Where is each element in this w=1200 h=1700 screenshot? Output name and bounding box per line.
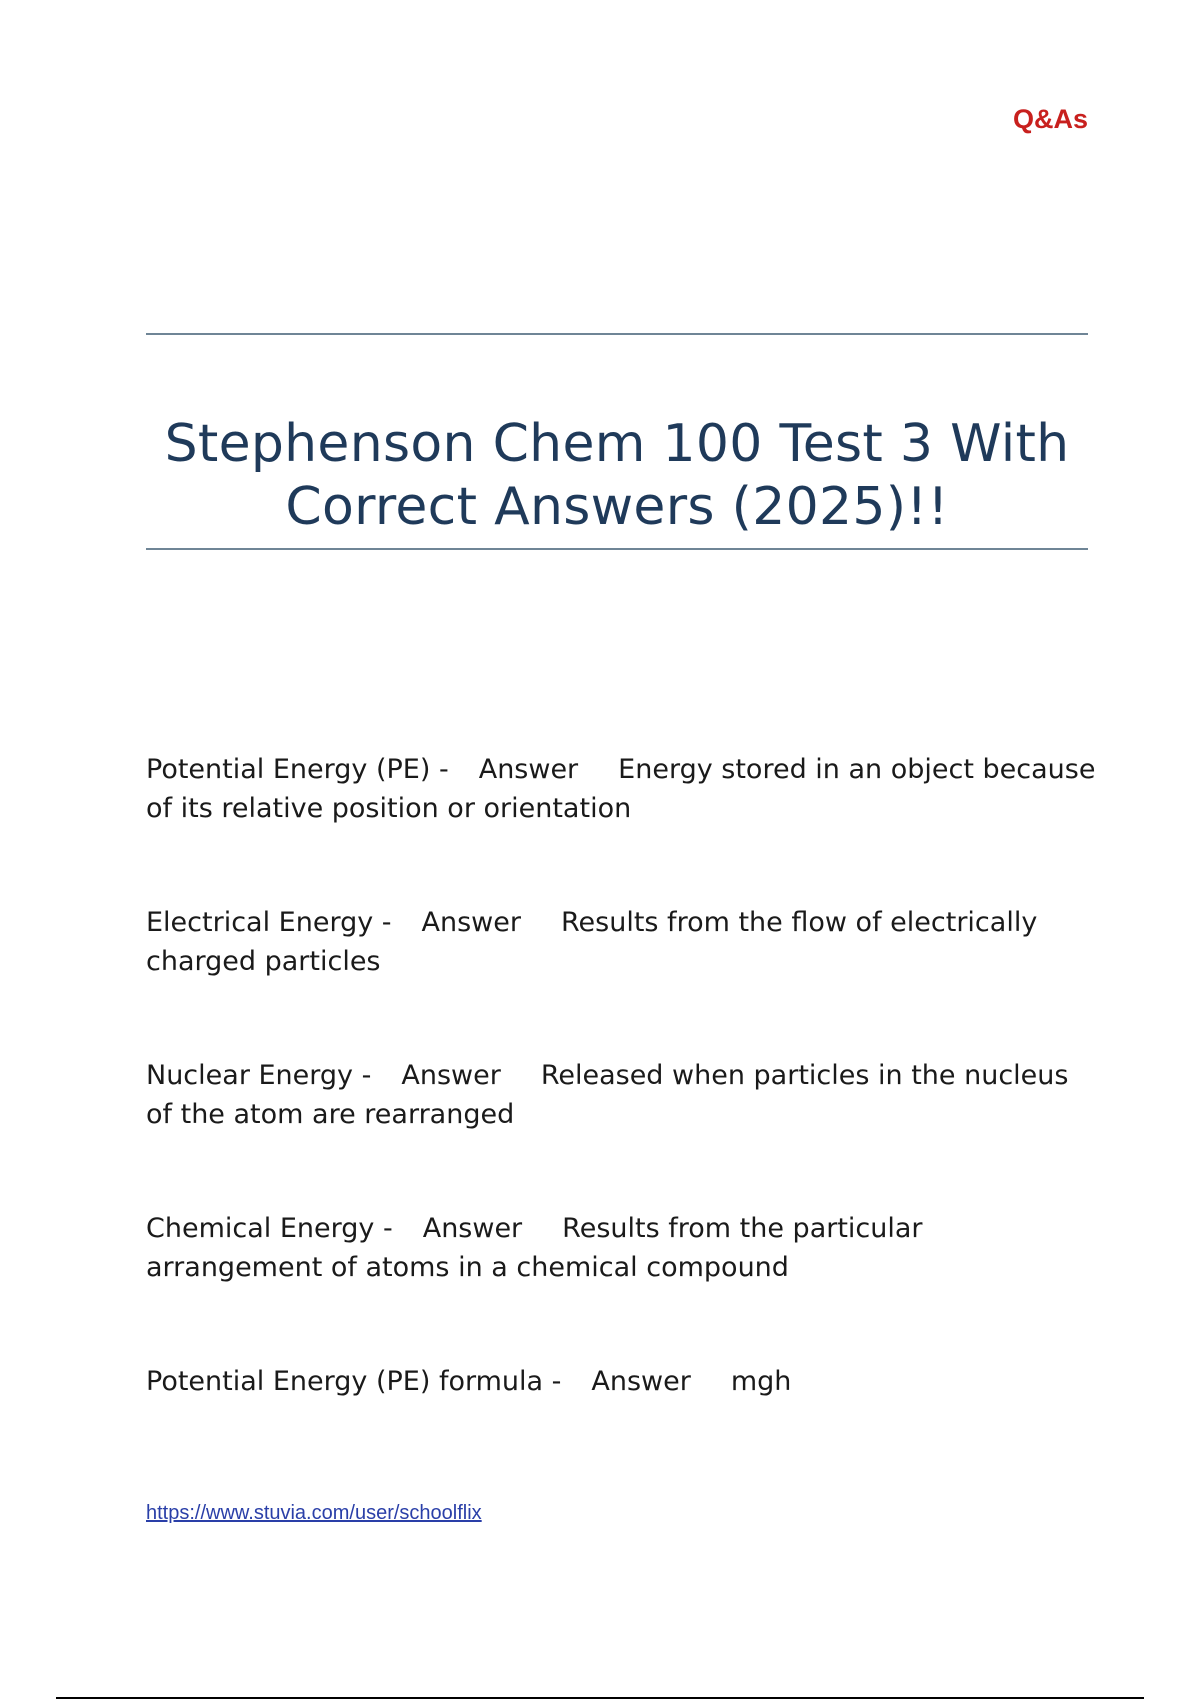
qa-term: Nuclear Energy - [146, 1060, 372, 1091]
qa-definition: Energy stored in an object because of its relative position or orientation [146, 754, 1096, 824]
qa-item [146, 1363, 1096, 1402]
title-top-divider [146, 333, 1088, 335]
title-bottom-divider [146, 548, 1088, 550]
qa-answer-label: Answer [591, 1366, 691, 1397]
qa-answer-label: Answer [478, 754, 579, 785]
qa-term: Potential Energy (PE) - [146, 754, 449, 785]
stuvia-profile-link[interactable]: https://www.stuvia.com/user/schoolflix [146, 1502, 482, 1524]
document-title: Stephenson Chem 100 Test 3 With Correct Answers (2025)!! [164, 414, 1070, 537]
qa-term: Chemical Energy - [146, 1213, 393, 1244]
qa-tag: Q&As [1012, 104, 1088, 134]
qa-item [146, 1210, 1096, 1287]
qa-item [146, 904, 1096, 981]
qa-term: Electrical Energy - [146, 907, 392, 938]
qa-definition: Results from the flow of electrically charged particles [146, 907, 1038, 977]
qa-definition: mgh [730, 1366, 792, 1397]
qa-item [146, 751, 1096, 828]
qa-term: Potential Energy (PE) formula - [146, 1366, 562, 1397]
qa-answer-label: Answer [421, 907, 521, 938]
qa-list [146, 751, 1096, 1478]
footer-divider [56, 1697, 1144, 1699]
qa-answer-label: Answer [401, 1060, 501, 1091]
qa-item [146, 1057, 1096, 1134]
qa-definition: Released when particles in the nucleus of the atom are rearranged [146, 1060, 1069, 1130]
qa-answer-label: Answer [422, 1213, 523, 1244]
qa-definition: Results from the particular arrangement of atoms in a chemical compound [146, 1213, 923, 1283]
